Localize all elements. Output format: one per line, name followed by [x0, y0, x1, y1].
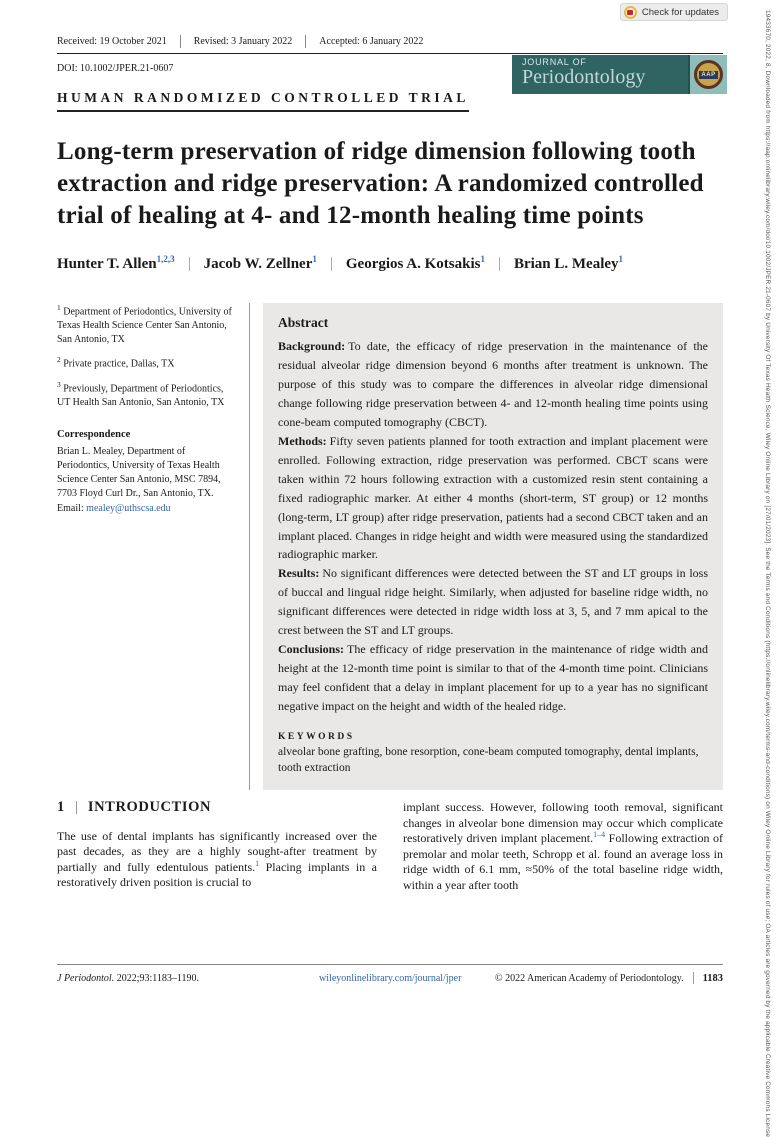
introduction-paragraph: The use of dental implants has significantly increased over the past decades, as they are a highly sought-after treatment by partially and fully edentulous patients.$^1$ Placing implants in a restoratively driven position is crucial to [57, 828, 377, 890]
footer-journal-link[interactable]: wileyonlinelibrary.com/journal/jper [319, 972, 462, 984]
affiliation: $^3$ Previously, Department of Periodontics, UT Health San Antonio, San Antonio, TX [57, 379, 225, 408]
journal-logo-name: Periodontology [522, 66, 646, 89]
author-affiliation-sup: 1 [312, 254, 317, 264]
divider [305, 35, 306, 48]
author: Jacob W. Zellner$^1$ [203, 254, 317, 272]
introduction-column-right [403, 800, 723, 893]
author: Brian L. Mealey$^1$ [513, 254, 624, 272]
correspondence-heading: Correspondence [57, 428, 131, 440]
author-affiliation-sup: 1 [480, 254, 485, 264]
accepted-date: Accepted: 6 January 2022 [319, 36, 424, 47]
email-label: Email: [57, 502, 87, 514]
correspondence-body: Brian L. Mealey, Department of Periodontics, University of Texas Health Science Center San Antonio, MSC 7894, 7703 Floyd Curl Dr., San Antonio, TX. [57, 445, 221, 499]
author-affiliation-sup: 1,2,3 [156, 254, 175, 264]
abstract-methods: Methods: Fifty seven patients planned for tooth extraction and implant placement were enrolled. Following extraction, ridge preservation was performed. CBCT scans were taken within 72 hours following extraction with a customized resin stent containing a fixed radiographic marker. At either 4 months (short-term, ST group) or 12 months (long-term, LT group) after ridge preservation, patients had a second CBCT taken and an implant placed. Changes in ridge height and width were measured using the standardized radiographic marker. [278, 433, 708, 562]
journal-logo-text [512, 55, 688, 94]
introduction-paragraph: implant success. However, following tooth removal, significant changes in alveolar bone dimension may occur which complicate restoratively driven implant placement.$^{1-4}$ Following extraction of premolar and molar teeth, Schropp et al. found an average loss in ridge width of 6.1 mm, ≈50% of the total baseline ridge width, within a year after tooth [403, 800, 723, 892]
affiliation: $^2$ Private practice, Dallas, TX [57, 355, 175, 370]
abstract-heading: Abstract [278, 315, 329, 330]
affiliations-column [57, 303, 249, 790]
author-affiliation-sup: 1 [618, 254, 624, 264]
column-divider [249, 303, 250, 790]
introduction-section [57, 800, 723, 893]
author-list [57, 254, 723, 273]
section-title: INTRODUCTION [87, 799, 212, 816]
author: Hunter T. Allen$^{1,2,3}$ [57, 254, 175, 272]
aap-seal-icon [694, 60, 723, 89]
provenance-sidebar-text: 19433670, 2022, 8, Downloaded from https://aap.onlinelibrary.wiley.com/doi/10.1002/JPER.21-0607 by University Of Texas Health Science, Wiley Online Library on [27/01/2023]. See the Terms and Conditions (https://onlinelibrary.wiley.com/terms-and-conditions) on Wiley Online Library for rules of use; OA articles are governed by the applicable Creative Commons License [764, 10, 771, 1137]
page-footer [57, 964, 723, 984]
divider [189, 257, 190, 271]
footer-right-group [495, 972, 723, 984]
divider [76, 801, 77, 814]
divider [180, 35, 181, 48]
section-number: 1 [57, 799, 65, 816]
divider [331, 257, 332, 271]
footer-copyright: © 2022 American Academy of Periodontology. [494, 972, 684, 984]
abstract-background: Background: To date, the efficacy of ridge preservation in the maintenance of the residual alveolar ridge dimension beyond 6 months after treatment is unknown. The purpose of this study was to compare the differences in alveolar ridge dimensional change following ridge preservation between 4- and 12-month healing time points using cone-beam computed tomography (CBCT). [278, 339, 708, 429]
article-type-heading: HUMAN RANDOMIZED CONTROLLED TRIAL [57, 90, 469, 112]
author: Georgios A. Kotsakis$^1$ [345, 254, 485, 272]
affiliation-abstract-block [57, 303, 723, 790]
email-link[interactable]: mealey@uthscsa.edu [86, 502, 171, 514]
revised-date: Revised: 3 January 2022 [193, 36, 293, 47]
abstract-results: Results: No significant differences were detected between the ST and LT groups in loss of buccal and lingual ridge height. Similarly, when adjusted for baseline ridge width, no significant differences were detected in ridge width loss at 3, 5, and 7 mm apical to the crest between the ST and LT groups. [278, 566, 708, 638]
correspondence-email-line [57, 502, 239, 516]
introduction-column-left [57, 800, 377, 893]
doi: DOI: 10.1002/JPER.21-0607 [57, 63, 174, 74]
citation-ref[interactable]: 1 [255, 858, 260, 868]
article-title: Long-term preservation of ridge dimension following tooth extraction and ridge preservation: A randomized controlled trial of healing at 4- and 12-month healing time points [57, 138, 704, 229]
article-page [57, 0, 723, 893]
affiliation: $^1$ Department of Periodontics, University of Texas Health Science Center San Antonio, San Antonio, TX [57, 303, 232, 346]
citation-ref[interactable]: 1–4 [593, 830, 606, 840]
aap-seal-label: AAP [701, 71, 716, 78]
aap-seal [688, 55, 727, 94]
check-for-updates-label: Check for updates [641, 6, 719, 18]
journal-logo [512, 55, 727, 94]
abstract-section-label: Methods: [278, 433, 327, 448]
abstract-box [263, 303, 723, 790]
abstract-section-label: Conclusions: [278, 642, 345, 657]
manuscript-dates-row [57, 35, 723, 54]
abstract-conclusions: Conclusions: The efficacy of ridge preservation in the maintenance of ridge width and height at the 12-month time point is similar to that of the 4-month time point. Clinicians may feel confident that a delay in implant placement for up to a year has no significant negative impact on the height and width of the healed ridge. [278, 642, 708, 714]
abstract-section-label: Background: [278, 339, 346, 353]
divider [499, 257, 500, 271]
abstract-section-label: Results: [278, 566, 320, 581]
keywords-list: alveolar bone grafting, bone resorption, cone-beam computed tomography, dental implants, tooth extraction [278, 746, 699, 774]
introduction-heading [57, 800, 377, 816]
journal-logo-kicker: JOURNAL OF [522, 57, 587, 67]
footer-citation: J Periodontol. 2022;93:1183–1190. [57, 972, 200, 984]
keywords-heading: KEYWORDS [278, 732, 355, 743]
divider [693, 972, 694, 984]
received-date: Received: 19 October 2021 [57, 36, 167, 47]
page-number: 1183 [702, 972, 723, 984]
